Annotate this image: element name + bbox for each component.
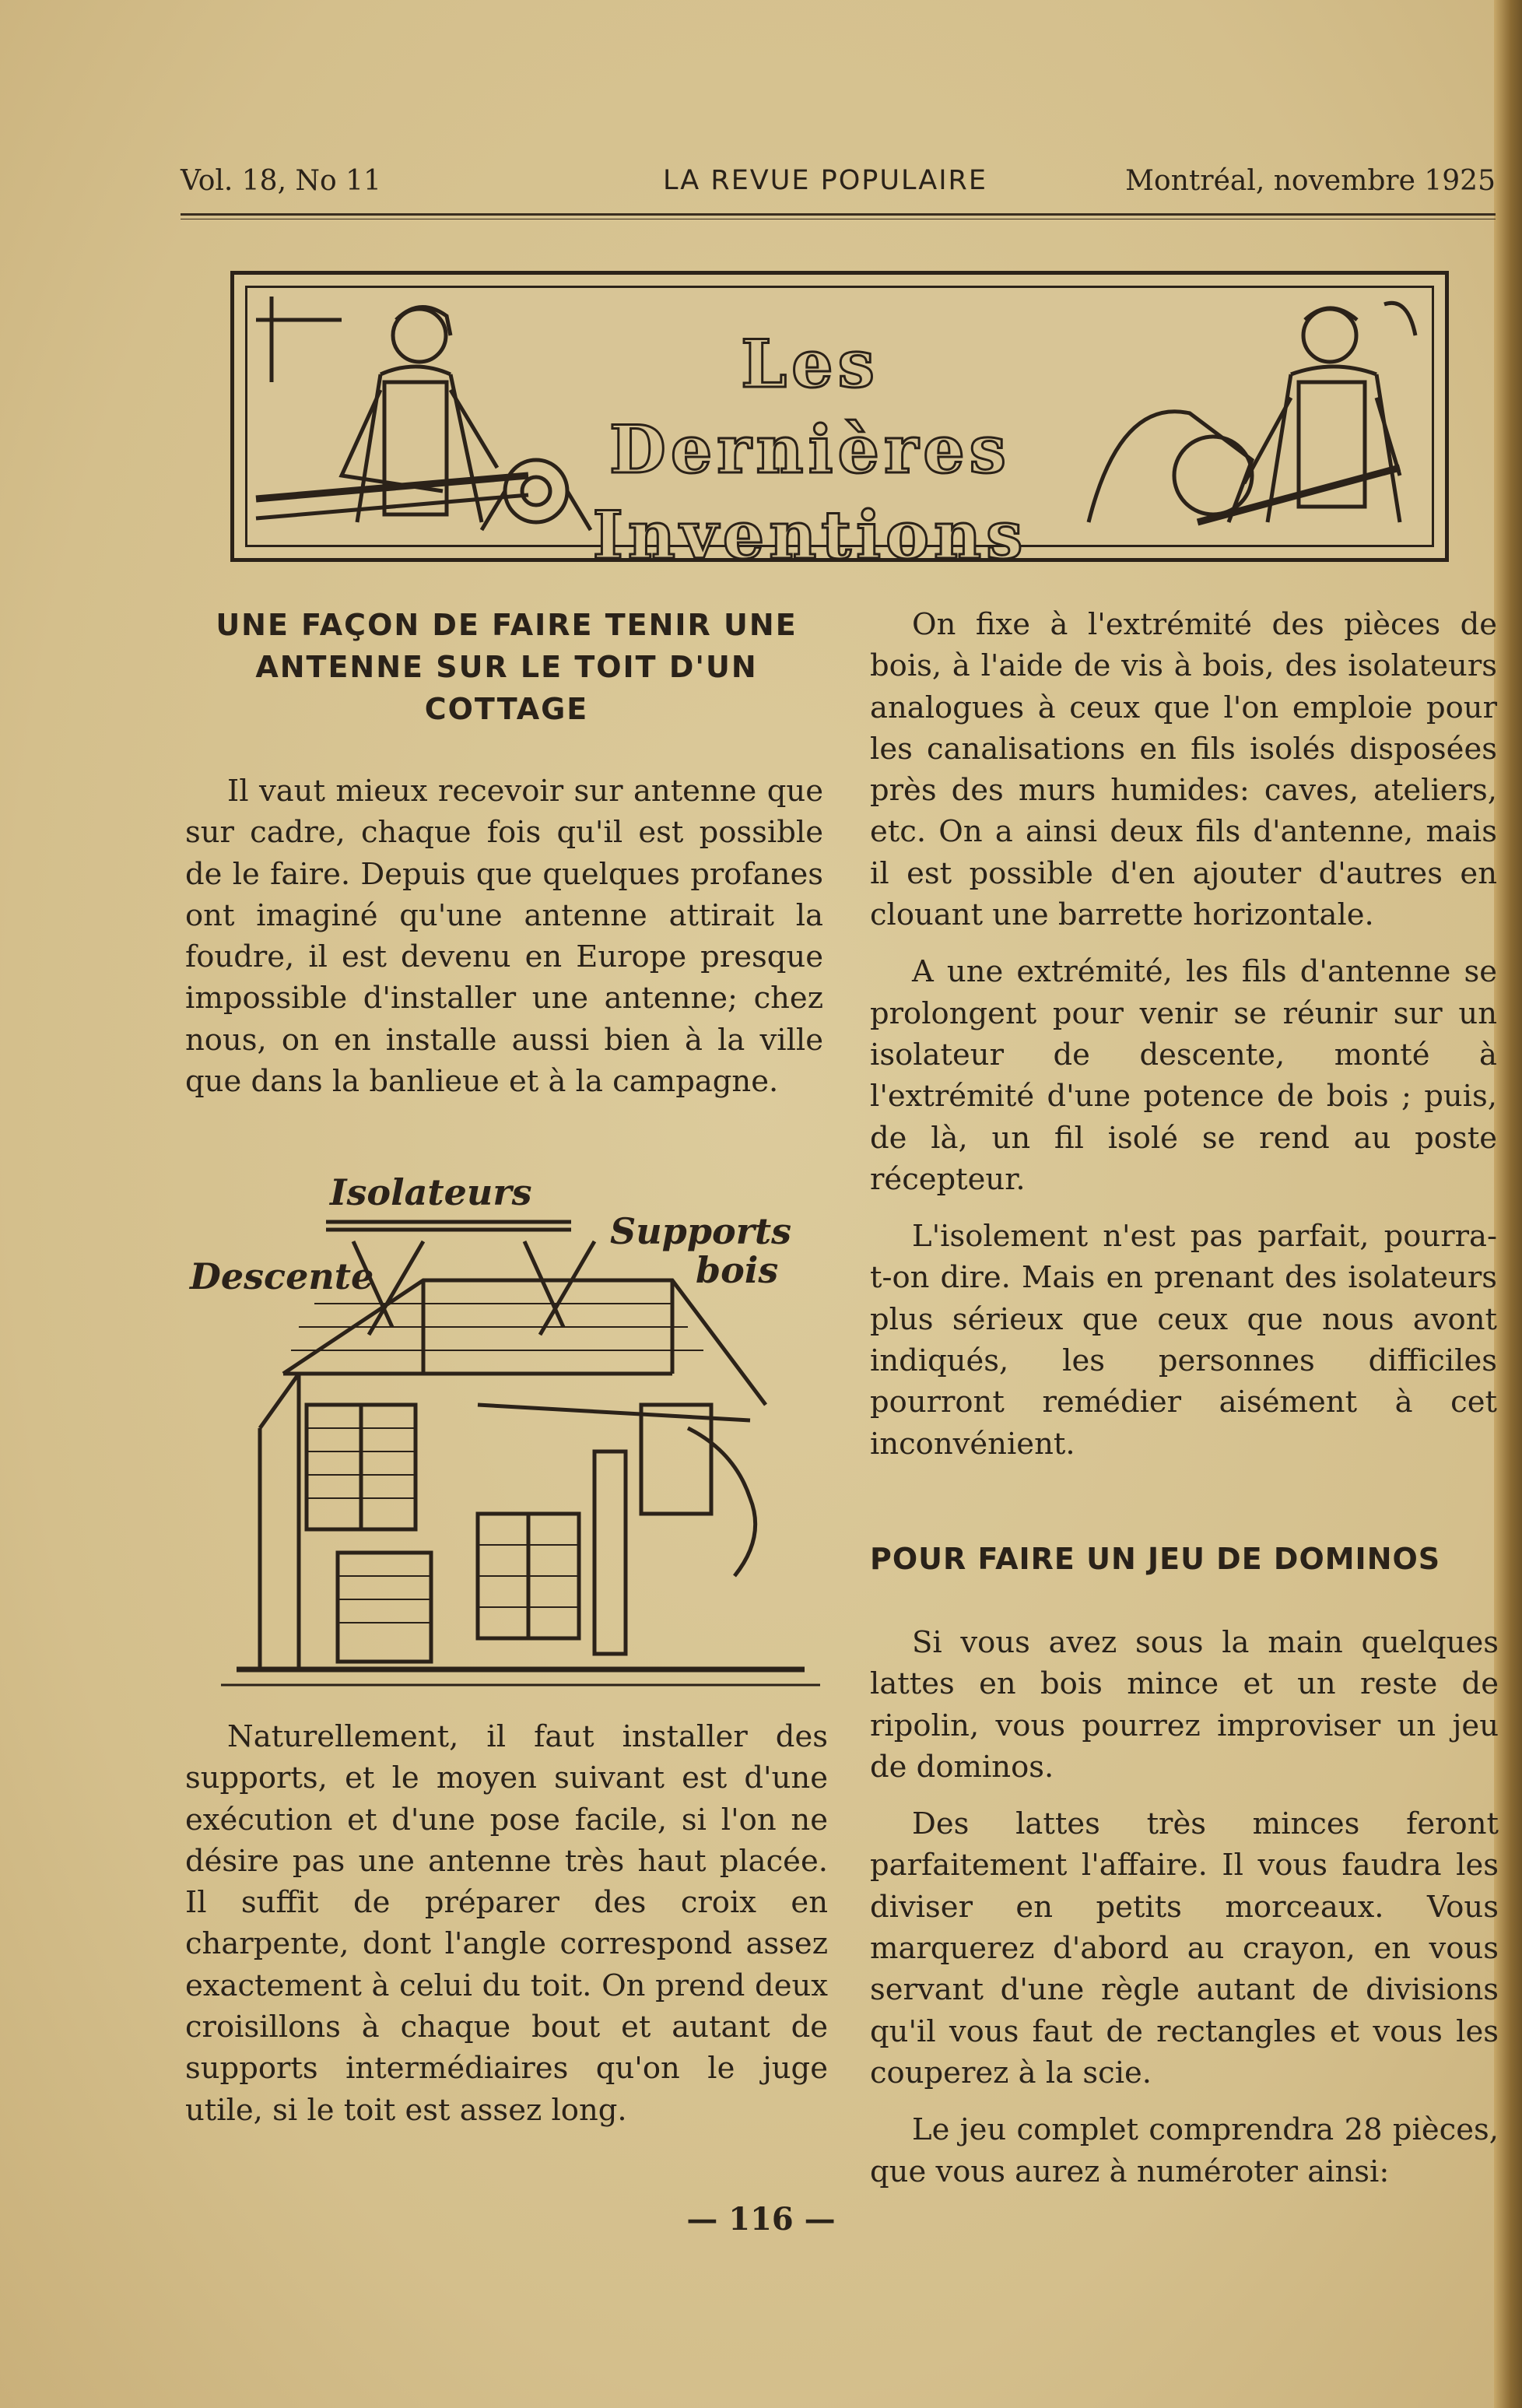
article1-column-left [185,770,823,1102]
article1-heading: UNE FAÇON DE FAIRE TENIR UNE ANTENNE SUR LE TOIT D'UN COTTAGE [216,608,798,726]
banner-title-line2: Inventions [592,497,1028,574]
masthead-rule [181,213,1496,216]
volume-number: Vol. 18, No 11 [181,165,381,197]
section-banner [230,271,1449,574]
banner-title [530,321,1090,578]
label-isolateurs: Isolateurs [330,1171,532,1213]
article2-paragraph: Le jeu complet comprendra 28 pièces, que vous aurez à numéroter ainsi: [870,2112,1499,2189]
article1-column-right [870,604,1497,1465]
article1-paragraph: L'isolement n'est pas parfait, pourra-t-on dire. Mais en prenant des isolateurs plus sérieux que ceux que nous avont indiqués, les personnes difficiles pourront remédier aisément à cet inconvénient. [870,1219,1497,1462]
article1-paragraph: A une extrémité, les fils d'antenne se prolongent pour venir se réunir sur un isolateur de descente, monté à l'extrémité d'une potence de bois ; puis, de là, un fil isolé se rend au poste récepteur. [870,954,1497,1197]
article1-column-left-continued [185,1716,828,2131]
label-descente: Descente [190,1255,374,1297]
cottage-antenna-illustration [190,1171,836,1701]
banner-title-line1: Les Dernières [609,325,1011,488]
machinist-right-illustration [1073,289,1431,546]
label-bois: bois [696,1249,779,1291]
place-date: Montréal, novembre 1925 [1125,165,1496,197]
publication-name: LA REVUE POPULAIRE [663,165,987,196]
article1-paragraph: Naturellement, il faut installer des supports, et le moyen suivant est d'une exécution et d'une pose facile, si l'on ne désire pas une antenne très haut placée. Il suffit de préparer des croix en charpente, dont l'angle correspond assez exactement à celui du toit. On prend deux croisillons à chaque bout et autant de supports intermédiaires qu'on le juge utile, si le toit est assez long. [185,1719,828,2128]
article2-paragraph: Si vous avez sous la main quelques lattes en bois mince et un reste de ripolin, vous pourrez improviser un jeu de dominos. [870,1625,1499,1785]
article1-paragraph: Il vaut mieux recevoir sur antenne que sur cadre, chaque fois qu'il est possible de le faire. Depuis que quelques profanes ont imaginé qu'une antenne attirait la foudre, il est devenu en Europe presque impossible d'installer une antenne; chez nous, on en installe aussi bien à la ville que dans la banlieue et à la campagne. [185,774,823,1100]
page-number: — 116 — [686,2201,836,2238]
article2-paragraph: Des lattes très minces feront parfaitement l'affaire. Il vous faudra les diviser en petits morceaux. Vous marquerez d'abord au crayon, en vous servant d'une règle autant de divisions qu'il vous faut de rectangles et vous les couperez à la scie. [870,1806,1499,2090]
article2-heading: POUR FAIRE UN JEU DE DOMINOS [870,1542,1441,1576]
masthead [181,165,1496,204]
label-supports: Supports [610,1210,792,1252]
article1-paragraph: On fixe à l'extrémité des pièces de bois, à l'aide de vis à bois, des isolateurs analogues à ceux que l'on emploie pour les canalisations en fils isolés disposées près des murs humides: caves, ateliers, etc. On a ainsi deux fils d'antenne, mais il est possible d'en ajouter d'autres en clouant une barrette horizontale. [870,607,1497,933]
article2-column [870,1622,1499,2192]
